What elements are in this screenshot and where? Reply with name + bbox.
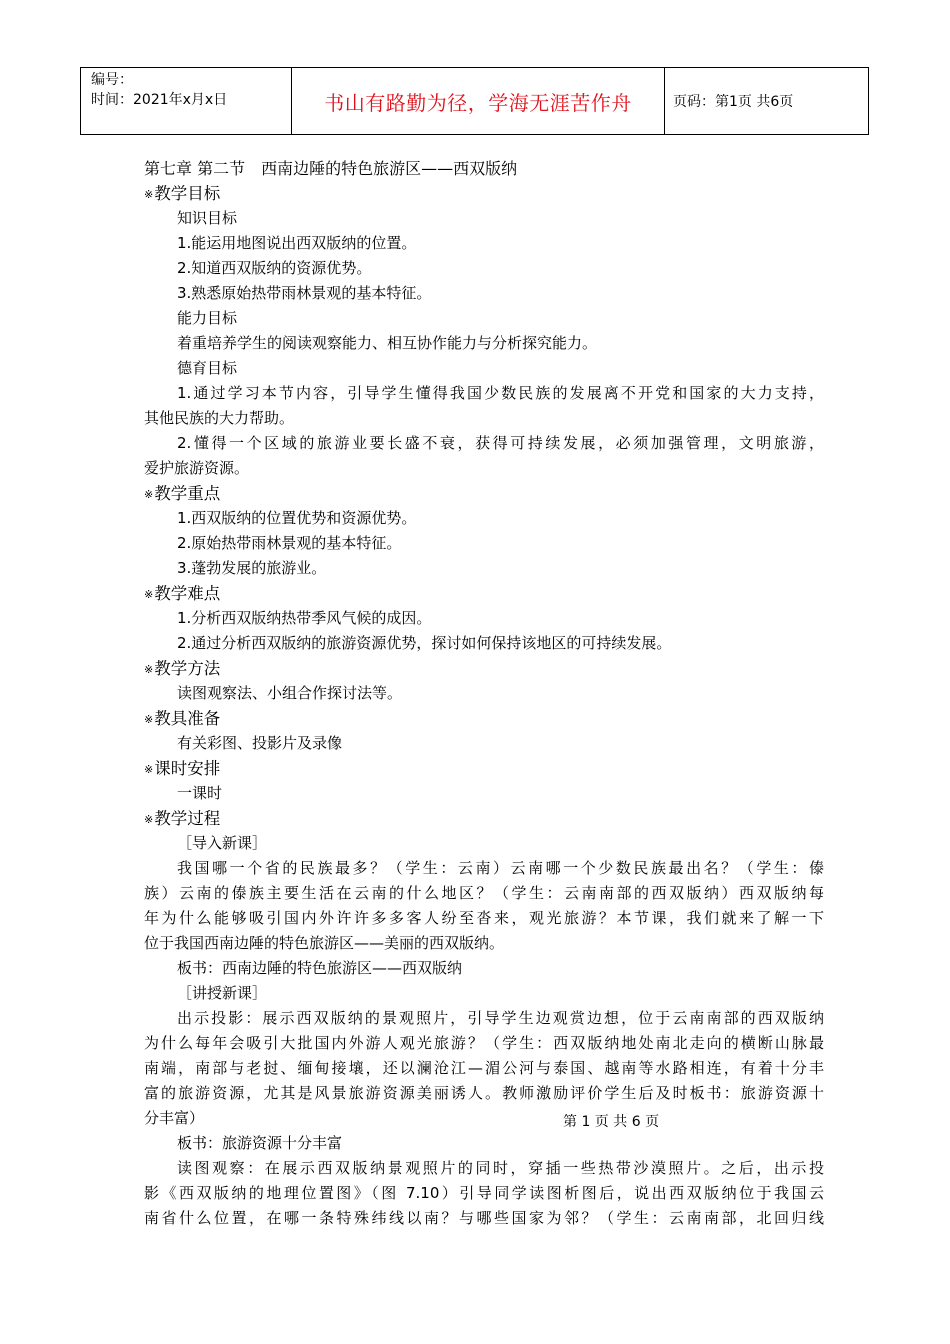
subheading-teach: ［讲授新课］ — [177, 984, 268, 1002]
motto: 书山有路勤为径，学海无涯苦作舟 — [292, 68, 665, 135]
subheading-knowledge: 知识目标 — [177, 209, 238, 227]
section-heading-tools: ※教具准备 — [144, 709, 221, 728]
paragraph-line: 2.懂得一个区域的旅游业要长盛不衰，获得可持续发展，必须加强管理，文明旅游， — [177, 434, 824, 452]
paragraph-line: 影《西双版纳的地理位置图》（图 7.10）引导同学读图析图后，说出西双版纳位于我国云 — [144, 1184, 824, 1202]
section-heading-schedule: ※课时安排 — [144, 759, 221, 778]
list-item: 3.蓬勃发展的旅游业。 — [177, 559, 327, 577]
paragraph-line: 爱护旅游资源。 — [144, 459, 250, 477]
paragraph-line: 分丰富） — [144, 1109, 205, 1127]
paragraph-line: 南省什么位置，在哪一条特殊纬线以南？与哪些国家为邻？（学生：云南南部，北回归线 — [144, 1209, 824, 1227]
list-item: 1.能运用地图说出西双版纳的位置。 — [177, 234, 417, 252]
reference-mark-icon: ※ — [144, 188, 154, 201]
page-title: 第七章 第二节 西南边陲的特色旅游区——西双版纳 — [144, 159, 518, 178]
subheading-intro: ［导入新课］ — [177, 834, 268, 852]
list-item: 2.通过分析西双版纳的旅游资源优势，探讨如何保持该地区的可持续发展。 — [177, 634, 672, 652]
paragraph-line: 板书：西南边陲的特色旅游区——西双版纳 — [177, 959, 463, 977]
paragraph-line: 出示投影：展示西双版纳的景观照片，引导学生边观赏边想，位于云南南部的西双版纳 — [177, 1009, 824, 1027]
reference-mark-icon: ※ — [144, 488, 154, 501]
paragraph-line: 着重培养学生的阅读观察能力、相互协作能力与分析探究能力。 — [177, 334, 598, 352]
paragraph-line: 年为什么能够吸引国内外许许多多客人纷至沓来，观光旅游？本节课，我们就来了解一下 — [144, 909, 824, 927]
paragraph-line: 板书：旅游资源十分丰富 — [177, 1134, 343, 1152]
reference-mark-icon: ※ — [144, 663, 154, 676]
reference-mark-icon: ※ — [144, 813, 154, 826]
subheading-moral: 德育目标 — [177, 359, 238, 377]
reference-mark-icon: ※ — [144, 763, 154, 776]
reference-mark-icon: ※ — [144, 588, 154, 601]
section-heading-goals: ※教学目标 — [144, 184, 221, 203]
paragraph-line: 1.通过学习本节内容，引导学生懂得我国少数民族的发展离不开党和国家的大力支持， — [177, 384, 824, 402]
header-table — [80, 67, 869, 135]
paragraph-line: 我国哪一个省的民族最多？（学生：云南）云南哪一个少数民族最出名？（学生：傣 — [177, 859, 824, 877]
time-label: 时间：2021年x月x日 — [91, 92, 228, 108]
section-heading-focus: ※教学重点 — [144, 484, 221, 503]
reference-mark-icon: ※ — [144, 713, 154, 726]
paragraph-line: 位于我国西南边陲的特色旅游区——美丽的西双版纳。 — [144, 934, 505, 952]
list-item: 2.原始热带雨林景观的基本特征。 — [177, 534, 402, 552]
paragraph-line: 为什么每年会吸引大批国内外游人观光旅游？（学生：西双版纳地处南北走向的横断山脉最 — [144, 1034, 824, 1052]
paragraph-line: 族）云南的傣族主要生活在云南的什么地区？（学生：云南南部的西双版纳）西双版纳每 — [144, 884, 824, 902]
page-label: 页码：第1页 共6页 — [665, 68, 869, 135]
header-info-cell — [81, 68, 292, 135]
paragraph-line: 有关彩图、投影片及录像 — [177, 734, 343, 752]
list-item: 2.知道西双版纳的资源优势。 — [177, 259, 372, 277]
paragraph-line: 富的旅游资源，尤其是风景旅游资源美丽诱人。教师激励评价学生后及时板书：旅游资源十 — [144, 1084, 824, 1102]
number-label: 编号： — [91, 72, 133, 88]
list-item: 1.分析西双版纳热带季风气候的成因。 — [177, 609, 432, 627]
paragraph-line: 读图观察：在展示西双版纳景观照片的同时，穿插一些热带沙漠照片。之后，出示投 — [177, 1159, 824, 1177]
paragraph-line: 南端，南部与老挝、缅甸接壤，还以澜沧江—湄公河与泰国、越南等水路相连，有着十分丰 — [144, 1059, 824, 1077]
section-heading-process: ※教学过程 — [144, 809, 221, 828]
subheading-ability: 能力目标 — [177, 309, 238, 327]
page-footer: 第 1 页 共 6 页 — [563, 1114, 660, 1130]
section-heading-difficulty: ※教学难点 — [144, 584, 221, 603]
list-item: 3.熟悉原始热带雨林景观的基本特征。 — [177, 284, 432, 302]
document-body — [144, 156, 824, 1231]
list-item: 1.西双版纳的位置优势和资源优势。 — [177, 509, 417, 527]
paragraph-line: 一课时 — [177, 784, 223, 802]
section-heading-method: ※教学方法 — [144, 659, 221, 678]
paragraph-line: 读图观察法、小组合作探讨法等。 — [177, 684, 403, 702]
paragraph-line: 其他民族的大力帮助。 — [144, 409, 295, 427]
